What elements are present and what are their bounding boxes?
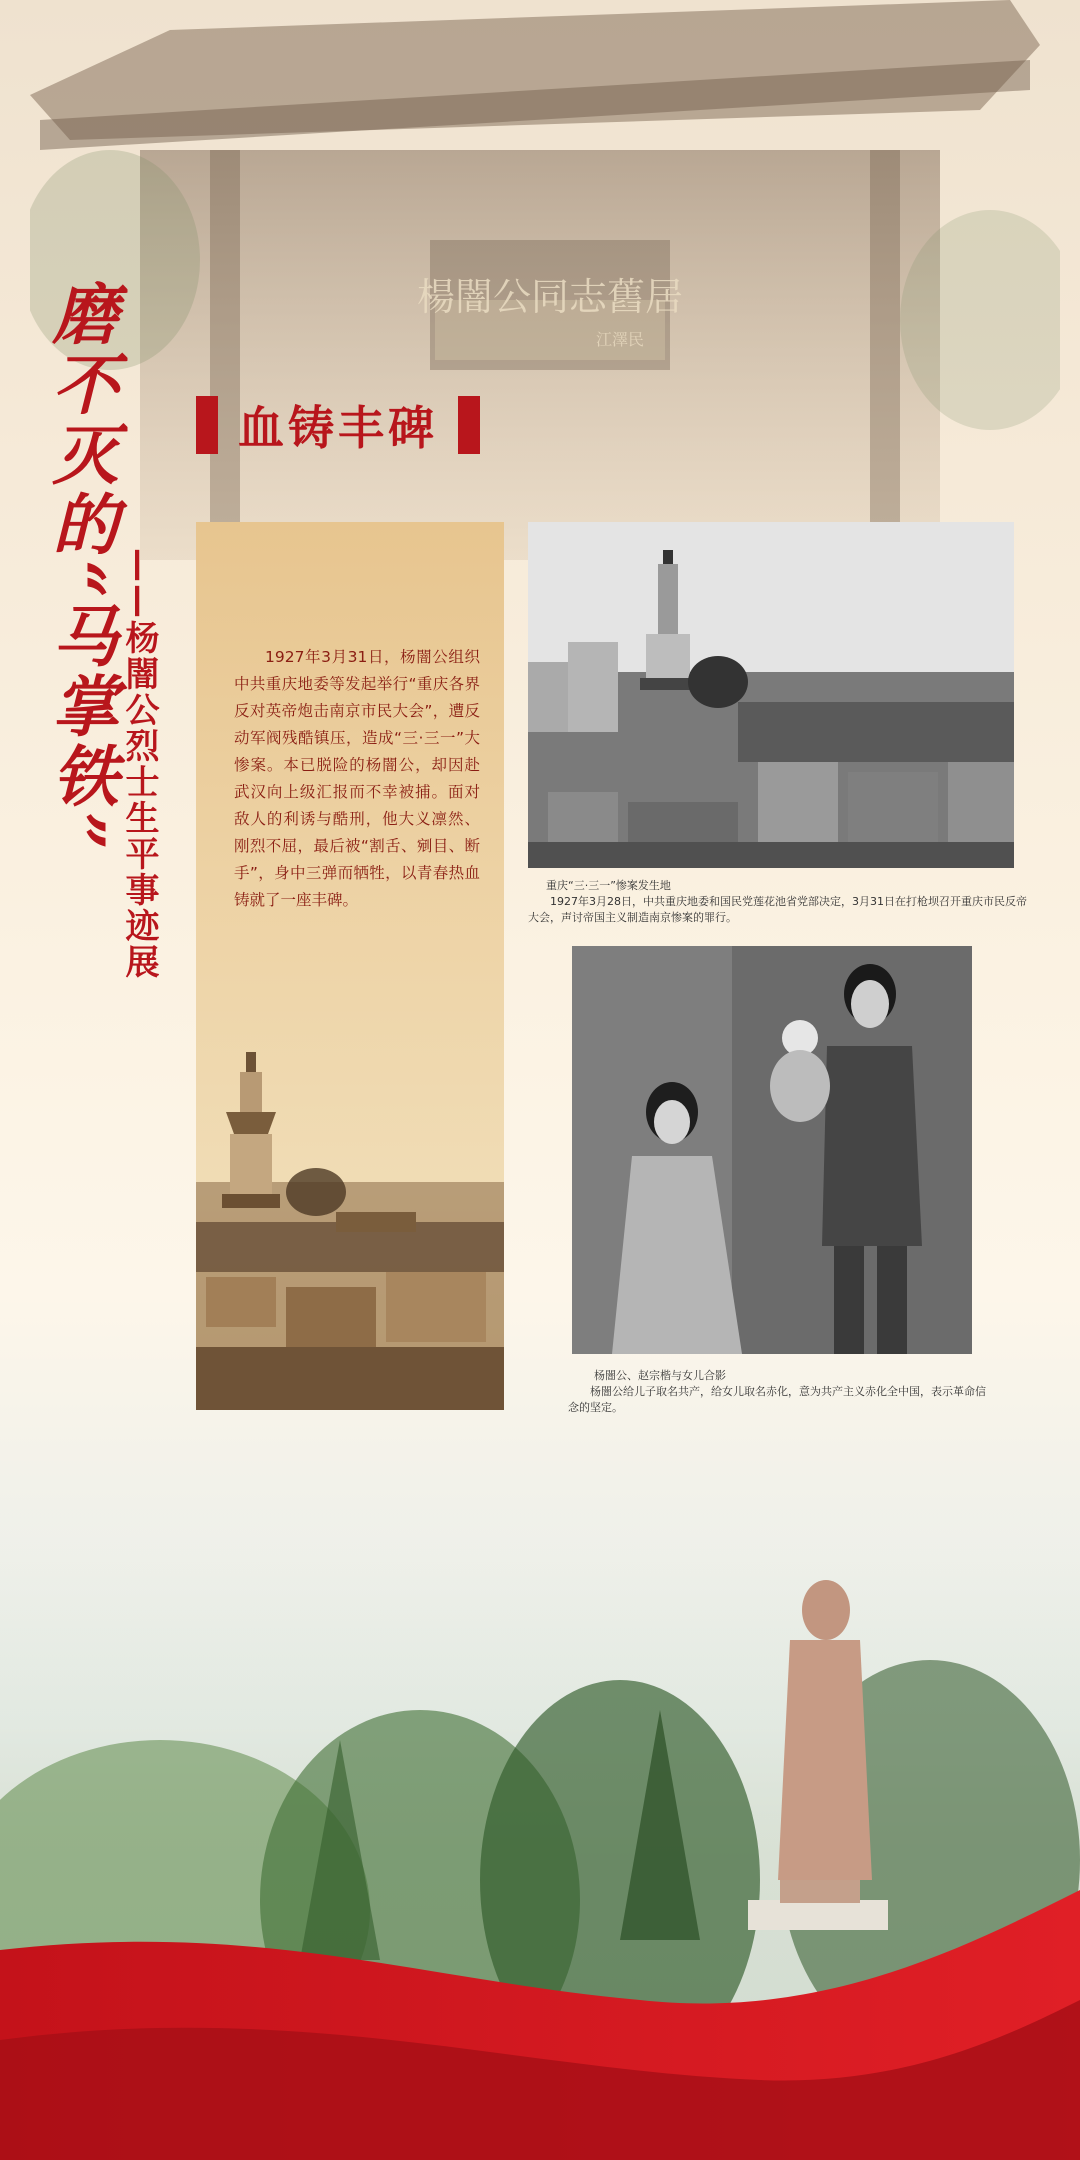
intro-text-panel <box>196 522 504 1410</box>
massacre-site-photo <box>528 522 1014 868</box>
family-portrait-photo <box>572 946 972 1354</box>
photo1-caption <box>528 878 1028 926</box>
intro-paragraph: 1927年3月31日，杨闇公组织中共重庆地委等发起举行“重庆各界反对英帝炮击南京市民大会”，遭反动军阀残酷镇压，造成“三·三一”大惨案。本已脱险的杨闇公，却因赴武汉向上级汇报而不幸被捕。面对敌人的利诱与酷刑，他大义凛然、刚烈不屈，最后被“割舌、剜目、断手”，身中三弹而牺牲，以青春热血铸就了一座丰碑。 <box>234 648 480 909</box>
photo1-caption-body: 1927年3月28日，中共重庆地委和国民党莲花池省党部决定，3月31日在打枪坝召开重庆市民反帝大会，声讨帝国主义制造南京惨案的罪行。 <box>528 895 1027 924</box>
photo2-caption-title: 杨闇公、赵宗楷与女儿合影 <box>594 1369 726 1382</box>
background-building-image <box>30 0 1060 560</box>
photo2-caption <box>568 1368 988 1416</box>
memorial-landscape-image <box>0 1480 1080 2160</box>
section-header <box>196 396 480 454</box>
header-bar-right <box>458 396 480 454</box>
tower-sepia-image <box>196 1052 504 1410</box>
section-heading: 血铸丰碑 <box>238 401 438 455</box>
header-bar-left <box>196 396 218 454</box>
exhibition-subtitle: ——杨闇公烈士生平事迹展 <box>119 548 159 980</box>
exhibition-title: 磨不灭的“马掌铁” <box>41 280 119 854</box>
building-sign-text: 楊闇公同志舊居 <box>416 275 684 319</box>
photo2-caption-body: 杨闇公给儿子取名共产，给女儿取名赤化，意为共产主义赤化全中国，表示革命信念的坚定。 <box>568 1385 986 1414</box>
building-sign-signature: 江澤民 <box>595 330 645 349</box>
photo1-caption-title: 重庆“三·三一”惨案发生地 <box>546 879 671 892</box>
